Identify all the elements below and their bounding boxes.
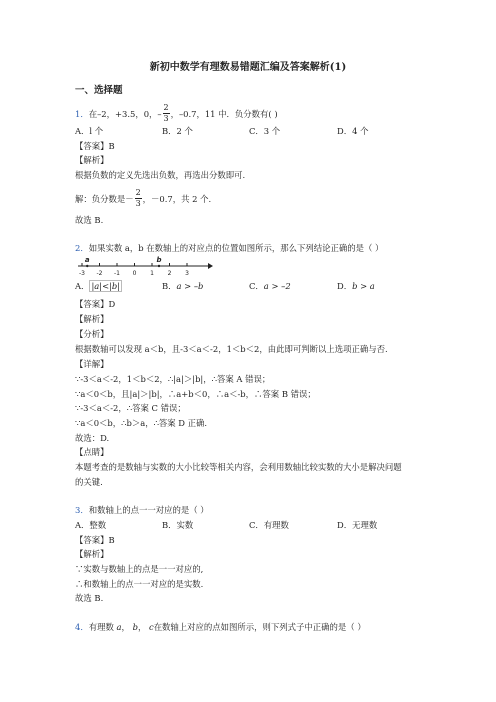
question-1-text-post: ，–0.7，11 中．负分数有( ) [170,109,278,119]
solution-numerator: 2 [135,188,141,197]
option-a [75,282,122,290]
option-a: A．l 个 [75,126,104,136]
document-title: 新初中数学有理数易错题汇编及答案解析(1) [149,62,347,73]
detail-line-2: ∵a＜0＜b，且|a|＞|b|，∴a+b＜0，∴a＜-b，∴答案 B 错误； [75,389,316,399]
fraction-sign: – [157,109,162,119]
solution-line [75,190,211,209]
answer-label: 【答案】B [75,535,115,545]
question-3-text: 和数轴上的点一一对应的是（ ） [88,505,209,515]
dianjing-text-1: 本题考查的是数轴与实数的大小比较等相关内容，会利用数轴比较实数的大小是解决问题 [75,462,402,472]
detail-label: 【详解】 [75,359,109,369]
solution-fraction [135,189,142,208]
question-4-number: 4． [75,622,89,632]
conclusion: 故选：D. [75,433,110,443]
conclusion: 故选 B. [75,593,104,603]
detail-line-4: ∵a＜0＜b，∴b＞a，∴答案 D 正确. [75,418,208,428]
axis-tick-label: 1 [150,270,154,277]
question-2-number: 2． [75,243,89,253]
option-b-label: B． [162,281,177,291]
solution-denominator: 3 [135,199,141,208]
solution-post: ，－0.7，共 2 个. [142,194,212,204]
dianjing-label: 【点睛】 [75,447,109,457]
detail-line-3: ∵-3＜a＜-2，∴答案 C 错误； [75,403,186,413]
point-b-label: b [156,256,162,264]
section-heading: 一、选择题 [75,85,123,96]
option-d: D．4 个 [337,126,369,136]
analysis-label: 【解析】 [75,314,109,324]
dianjing-text-2: 的关键. [75,477,103,487]
option-c: C．有理数 [249,520,289,530]
analysis-line-1: ∵实数与数轴上的点是一一对应的, [75,564,204,574]
question-1-stem [75,105,278,124]
fraction-numerator: 2 [163,103,169,112]
fraction-denominator: 3 [163,114,169,123]
solution-pre: 解：负分数是－ [75,194,134,204]
question-4-stem: 4．有理数 a， b， c在数轴上对应的点如图所示，则下列式子中正确的是（ ） [75,622,366,632]
analysis-label: 【解析】 [75,549,109,559]
question-3-number: 3． [75,505,89,515]
detail-line-1: ∵-3＜a＜-2，1＜b＜2，∴|a|＞|b|，∴答案 A 错误； [75,374,271,384]
option-b-formula: a > –b [176,281,204,291]
question-4-text-pre: 有理数 [88,622,114,632]
point-b-marker [158,265,160,267]
variable-a: a [116,622,122,632]
fenxi-text: 根据数轴可以发现 a＜b，且-3＜a＜-2，1＜b＜2，由此即可判断以上选项正确与否. [75,344,388,354]
question-3-stem [75,506,209,514]
point-a-label: a [84,256,90,264]
point-a-marker [86,265,88,267]
option-c-label: C． [249,281,264,291]
answer-label: 【答案】B [75,141,115,151]
option-d-formula: b > a [352,281,375,291]
axis-tick-label: 3 [185,270,189,277]
conclusion: 故选 B. [75,215,104,225]
number-line-figure [78,256,213,278]
option-c-formula: a > –2 [263,281,291,291]
question-2-stem [75,244,383,252]
option-d: D．无理数 [337,520,378,530]
analysis-text: 根据负数的定义先选出负数，再选出分数即可. [75,170,246,180]
analysis-line-2: ∴和数轴上的点一一对应的是实数. [75,579,204,589]
axis-tick-label: -1 [114,270,120,277]
answer-label: 【答案】D [75,299,116,309]
option-b [162,282,203,290]
axis-tick-label: -2 [96,270,103,277]
option-d [337,282,375,290]
option-c: C．3 个 [249,126,281,136]
question-4-text-post: 在数轴上对应的点如图所示，则下列式子中正确的是（ ） [153,622,366,632]
option-a-label: A． [75,281,90,291]
axis-tick-label: 2 [167,270,172,277]
option-a-formula: |a|<|b| [91,281,121,291]
variable-c: c [148,622,154,632]
option-c [249,282,291,290]
analysis-label: 【解析】 [75,155,109,165]
axis-tick-label: 0 [132,270,137,277]
option-b: B．2 个 [162,126,193,136]
question-1-number: 1． [75,109,89,119]
question-1-text-pre: 在–2，+3.5，0， [88,109,158,119]
option-b: B．实数 [162,520,194,530]
option-a: A．整数 [75,520,107,530]
fraction [163,104,170,123]
variable-b: b [132,622,138,632]
fenxi-label: 【分析】 [75,329,109,339]
option-d-label: D． [337,281,353,291]
axis-tick-label: -3 [79,270,85,277]
question-2-text: 如果实数 a，b 在数轴上的对应点的位置如图所示，那么下列结论正确的是（ ） [88,243,384,253]
